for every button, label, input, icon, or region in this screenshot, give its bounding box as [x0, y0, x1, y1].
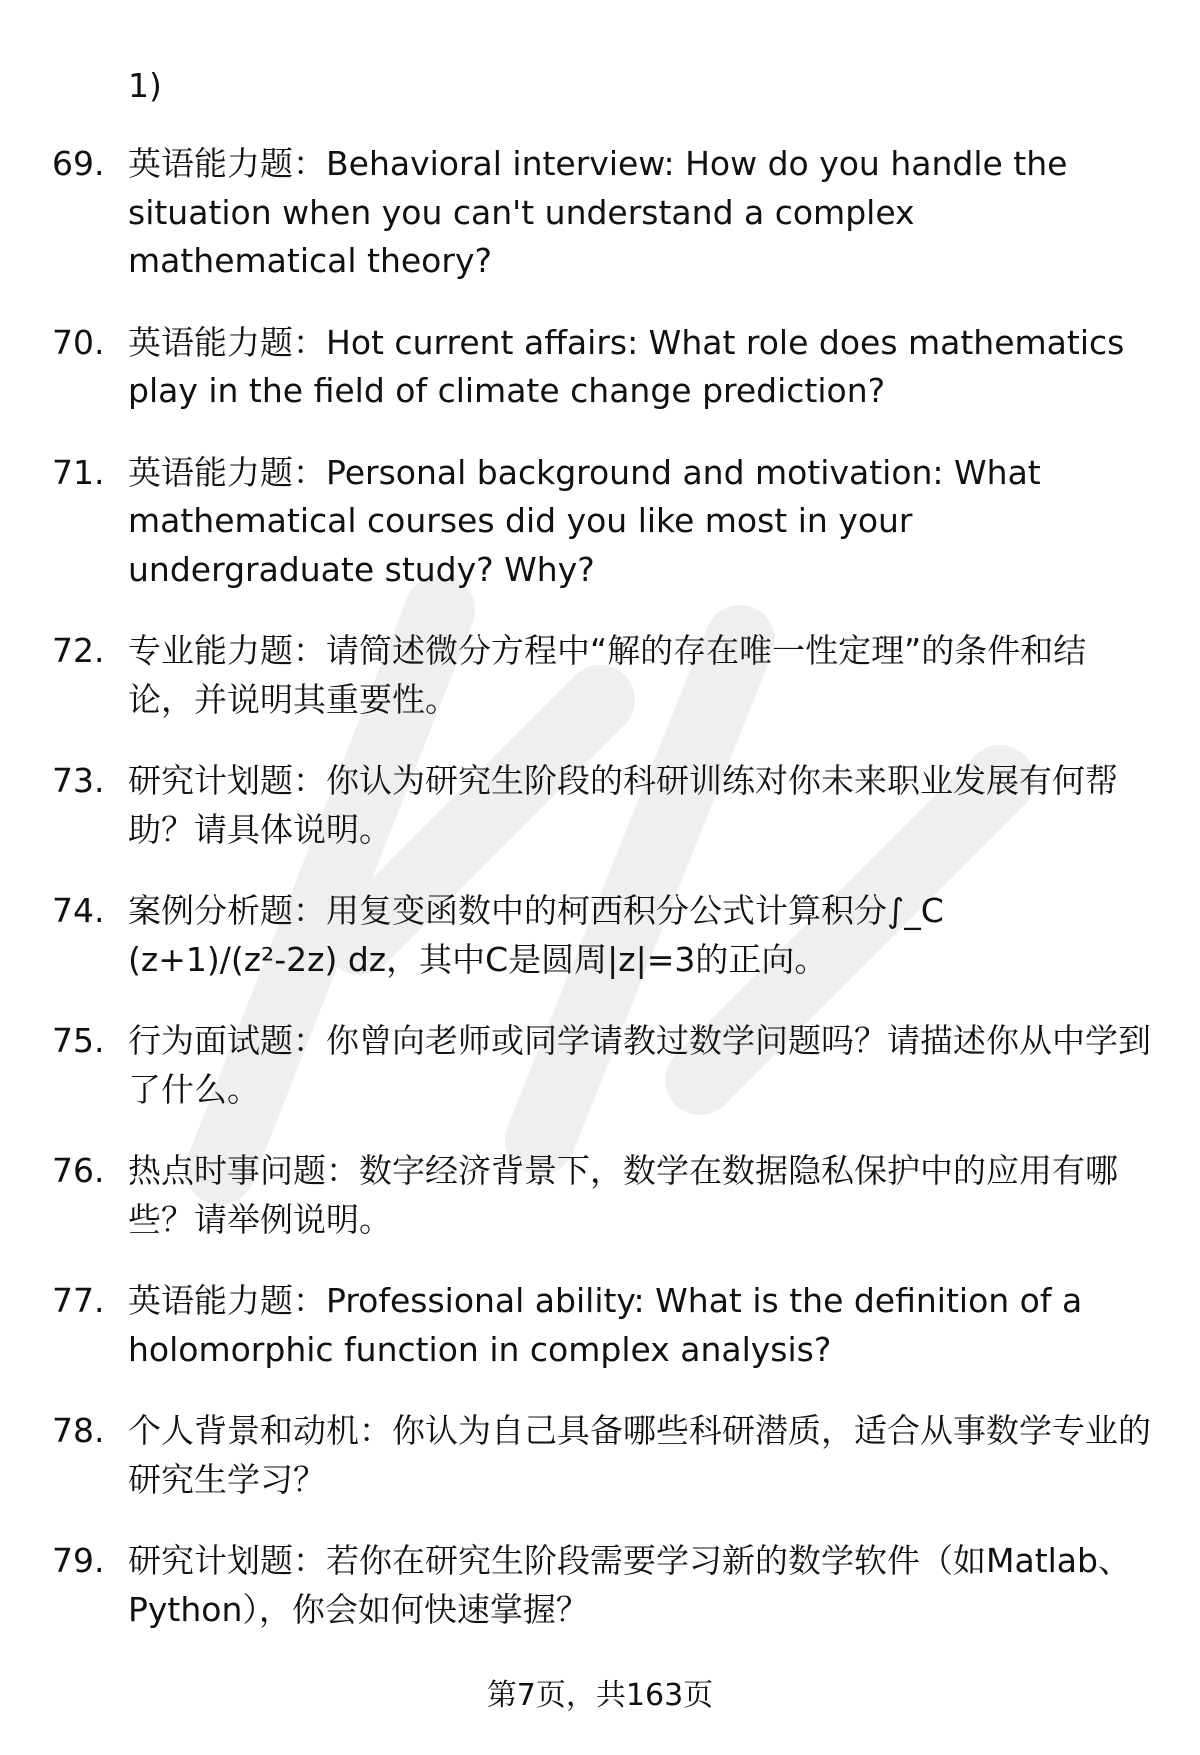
question-item [52, 1147, 1152, 1244]
question-number: 72. [52, 631, 105, 670]
question-item [52, 140, 1152, 286]
question-item [52, 757, 1152, 854]
question-number: 77. [52, 1281, 105, 1320]
continuation-text: 1) [128, 66, 162, 105]
question-text: 英语能力题：Hot current affairs: What role does mathematics play in the field of climate change prediction? [128, 322, 1125, 410]
page-footer: 第7页，共163页 [486, 1678, 714, 1713]
question-text: 热点时事问题：数字经济背景下，数学在数据隐私保护中的应用有哪些？请举例说明。 [128, 1151, 1118, 1239]
question-number: 79. [52, 1541, 105, 1580]
question-item [52, 1537, 1152, 1634]
question-number: 74. [52, 891, 105, 930]
question-text: 英语能力题：Behavioral interview: How do you handle the situation when you can't understand a complex mathematical theory? [128, 144, 1068, 280]
question-item [52, 1277, 1152, 1374]
question-text: 案例分析题：用复变函数中的柯西积分公式计算积分∫_C (z+1)/(z²-2z) dz，其中C是圆周|z|=3的正向。 [128, 891, 944, 979]
question-text: 专业能力题：请简述微分方程中“解的存在唯一性定理”的条件和结论，并说明其重要性。 [128, 631, 1087, 719]
question-number: 76. [52, 1151, 105, 1190]
question-text: 行为面试题：你曾向老师或同学请教过数学问题吗？请描述你从中学到了什么。 [128, 1021, 1151, 1109]
question-text: 研究计划题：你认为研究生阶段的科研训练对你未来职业发展有何帮助？请具体说明。 [128, 761, 1118, 849]
question-text: 研究计划题：若你在研究生阶段需要学习新的数学软件（如Matlab、Python），你会如何快速掌握？ [128, 1541, 1131, 1629]
question-number: 75. [52, 1021, 105, 1060]
question-number: 78. [52, 1411, 105, 1450]
question-item [52, 627, 1152, 724]
question-list [52, 140, 1152, 1667]
question-number: 73. [52, 761, 105, 800]
question-text: 英语能力题：Personal background and motivation: What mathematical courses did you like most in your undergraduate study? Why? [128, 452, 1041, 589]
question-text: 英语能力题：Professional ability: What is the definition of a holomorphic function in complex analysis? [128, 1281, 1083, 1369]
question-item [52, 319, 1152, 416]
question-item [52, 887, 1152, 984]
question-number: 70. [52, 322, 105, 362]
question-number: 71. [52, 452, 105, 492]
question-item [52, 1407, 1152, 1504]
question-number: 69. [52, 144, 105, 183]
question-text: 个人背景和动机：你认为自己具备哪些科研潜质，适合从事数学专业的研究生学习？ [128, 1411, 1151, 1499]
question-item [52, 1017, 1152, 1114]
question-item [52, 449, 1152, 595]
